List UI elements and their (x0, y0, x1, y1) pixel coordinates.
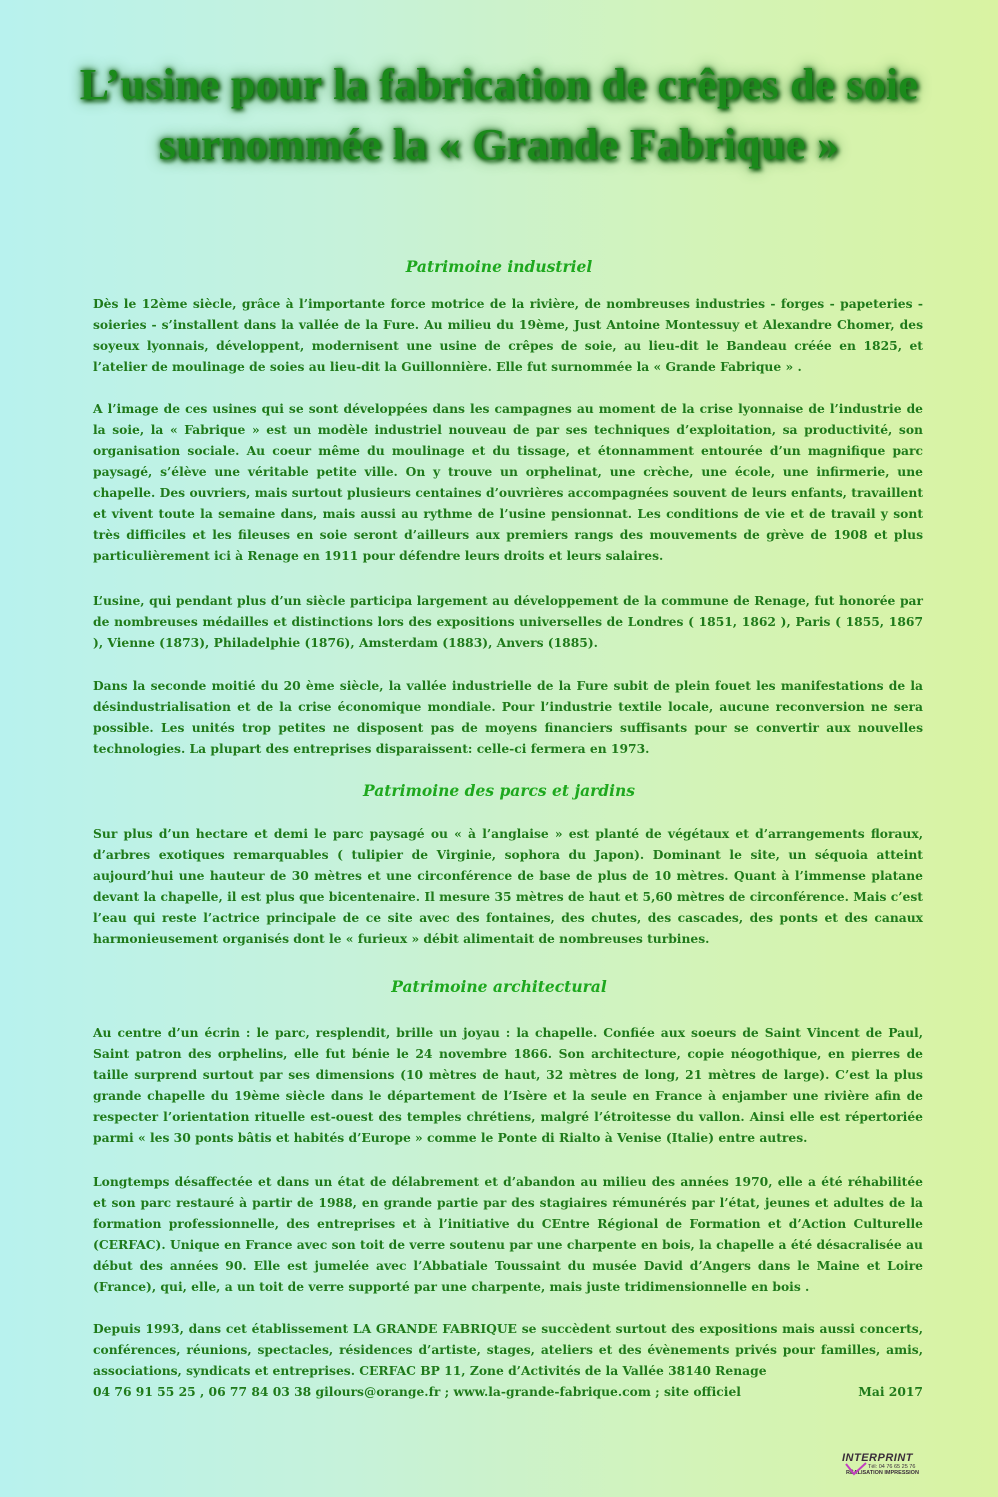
footer-contact: 04 76 91 55 25 , 06 77 84 03 38 gilours@orange.fr ; www.la-grande-fabrique.com ; site officiel (93, 1384, 741, 1399)
logo-brand: INTERPRINT (842, 1452, 913, 1464)
paragraph-4: Dans la seconde moitié du 20 ème siècle, la vallée industrielle de la Fure subit de plein fouet les manifestations de la désindustrialisation et de la crise économique mondiale. Pour l’industrie textile locale, aucune reconversion ne sera possible. Les unités trop petites ne disposent pas de moyens financiers suffisants pour se convertir aux nouvelles technologies. La plupart des entreprises disparaissent: celle-ci fermera en 1973. (93, 678, 923, 756)
paragraph-7: Longtemps désaffectée et dans un état de délabrement et d’abandon au milieu des années 1970, elle a été réhabilitée et son parc restauré à partir de 1988, en grande partie par des stagiaires rémunérés par l’état, jeunes et adultes de la formation professionnelle, des entreprises et à l’initiative du CEntre Régional de Formation et d’Action Culturelle (CERFAC). Unique en France avec son toit de verre soutenu par une charpente en bois, la chapelle a été désacralisée au début des années 90. Elle est jumelée avec l’Abbatiale Toussaint du musée David d’Angers dans le Maine et Loire (France), qui, elle, a un toit de verre supporté par une charpente, mais juste tridimensionnelle en bois . (93, 1174, 923, 1294)
logo-sub: RÉALISATION IMPRESSION (846, 1470, 919, 1476)
footer-contact-line (93, 1381, 923, 1402)
paragraph-1: Dès le 12ème siècle, grâce à l’importante force motrice de la rivière, de nombreuses industries - forges - papeteries - soieries - s’installent dans la vallée de la Fure. Au milieu du 19ème, Just Antoine Montessuy et Alexandre Chomer, des soyeux lyonnais, développent, modernisent une usine de crêpes de soie, au lieu-dit le Bandeau créée en 1825, et l’atelier de moulinage de soies au lieu-dit la Guillonnière. Elle fut surnommée la « Grande Fabrique » . (93, 296, 923, 374)
logo-swoosh-icon (844, 1462, 868, 1476)
section-title-architectural: Patrimoine architectural (391, 977, 607, 996)
footer-date: Mai 2017 (858, 1384, 923, 1399)
interprint-logo (842, 1452, 920, 1488)
paragraph-2: A l’image de ces usines qui se sont développées dans les campagnes au moment de la crise lyonnaise de l’industrie de la soie, la « Fabrique » est un modèle industriel nouveau de par ses techniques d’exploitation, sa productivité, son organisation sociale. Au coeur même du moulinage et du tissage, et étonnamment entourée d’un magnifique parc paysagé, s’élève une véritable petite ville. On y trouve un orphelinat, une crèche, une école, une infirmerie, une chapelle. Des ouvriers, mais surtout plusieurs centaines d’ouvrières accompagnées souvent de leurs enfants, travaillent et vivent toute la semaine dans, mais aussi au rythme de l’usine pensionnat. Les conditions de vie et de travail y sont très difficiles et les fileuses en soie seront d’ailleurs aux premiers rangs des mouvements de grève de 1908 et plus particulièrement ici à Renage en 1911 pour défendre leurs droits et leurs salaires. (93, 401, 923, 563)
paragraph-8: Depuis 1993, dans cet établissement LA GRANDE FABRIQUE se succèdent surtout des expositions mais aussi concerts, conférences, réunions, spectacles, résidences d’artiste, stages, ateliers et des évènements privés pour familles, amis, associations, syndicats et entreprises. CERFAC BP 11, Zone d’Activités de la Vallée 38140 Renage (93, 1321, 923, 1378)
section-title-parcs: Patrimoine des parcs et jardins (362, 781, 636, 800)
title-line-2: surnommée la « Grande Fabrique » (158, 120, 840, 169)
logo-tel: Tél: 04 76 65 25 76 (868, 1464, 916, 1470)
poster-title (40, 55, 958, 175)
section-title-industriel: Patrimoine industriel (405, 257, 593, 276)
paragraph-5: Sur plus d’un hectare et demi le parc paysagé ou « à l’anglaise » est planté de végétaux et d’arrangements floraux, d’arbres exotiques remarquables ( tulipier de Virginie, sophora du Japon). Dominant le site, un séquoia atteint aujourd’hui une hauteur de 30 mètres et une circonférence de base de plus de 10 mètres. Quant à l’immense platane devant la chapelle, il est plus que bicentenaire. Il mesure 35 mètres de haut et 5,60 mètres de circonférence. Mais c’est l’eau qui reste l’actrice principale de ce site avec des fontaines, des chutes, des cascades, des ponts et des canaux harmonieusement organisés dont le « furieux » débit alimentait de nombreuses turbines. (93, 826, 923, 946)
paragraph-6: Au centre d’un écrin : le parc, resplendit, brille un joyau : la chapelle. Confiée aux soeurs de Saint Vincent de Paul, Saint patron des orphelins, elle fut bénie le 24 novembre 1866. Son architecture, copie néogothique, en pierres de taille surprend surtout par ses dimensions (10 mètres de haut, 32 mètres de long, 21 mètres de large). C’est la plus grande chapelle du 19ème siècle dans le département de l’Isère et la seule en France à enjamber une rivière afin de respecter l’orientation rituelle est-ouest des temples chrétiens, malgré l’étroitesse du vallon. Ainsi elle est répertoriée parmi « les 30 ponts bâtis et habités d’Europe » comme le Ponte di Rialto à Venise (Italie) entre autres. (93, 1025, 923, 1145)
paragraph-3: L’usine, qui pendant plus d’un siècle participa largement au développement de la commune de Renage, fut honorée par de nombreuses médailles et distinctions lors des expositions universelles de Londres ( 1851, 1862 ), Paris ( 1855, 1867 ), Vienne (1873), Philadelphie (1876), Amsterdam (1883), Anvers (1885). (93, 593, 923, 650)
title-line-1: L’usine pour la fabrication de crêpes de soie (79, 60, 919, 109)
